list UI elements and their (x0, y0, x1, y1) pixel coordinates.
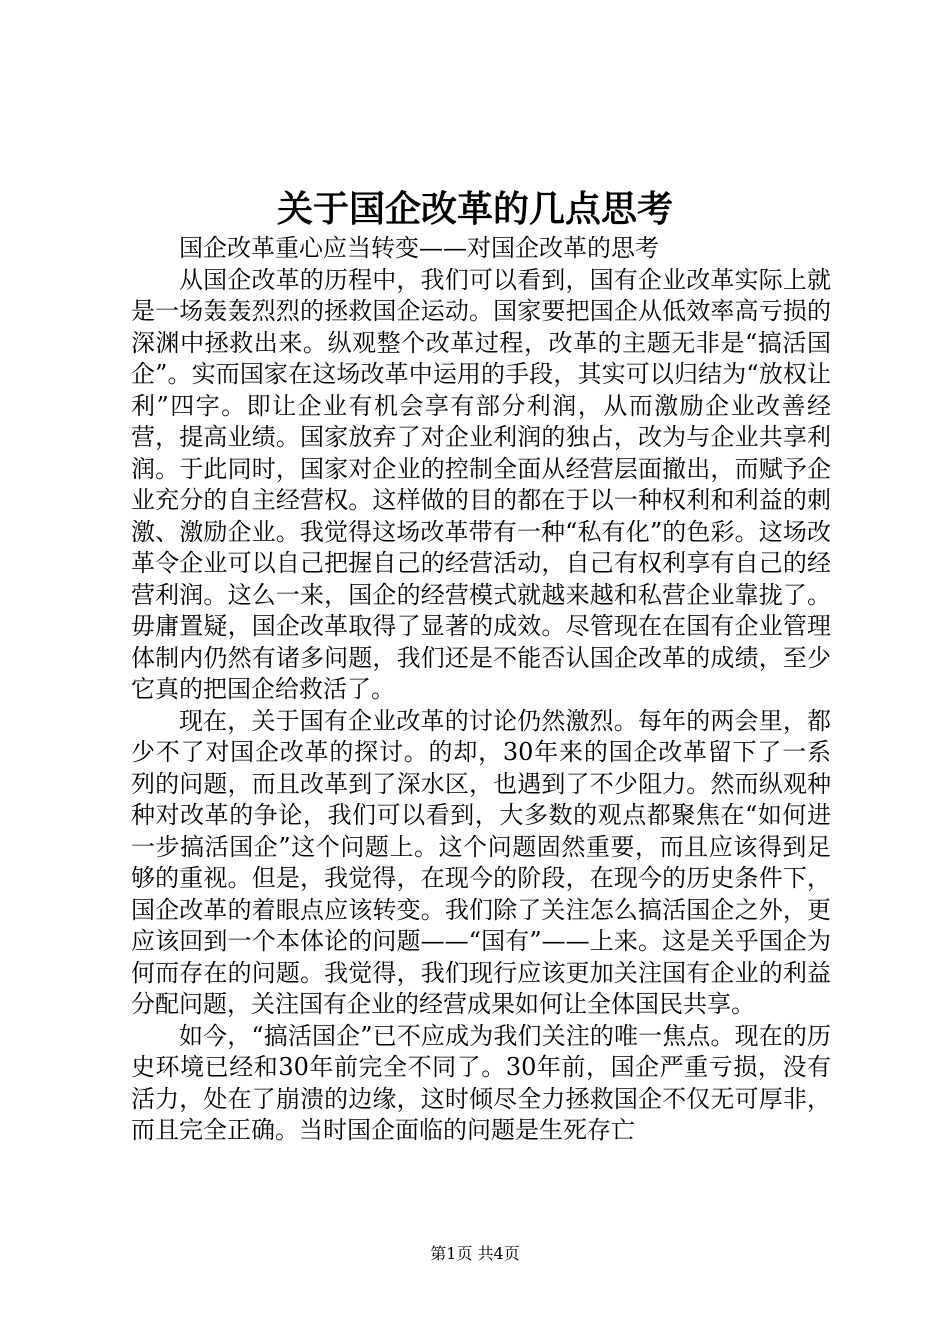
body-paragraph: 现在，关于国有企业改革的讨论仍然激烈。每年的两会里，都少不了对国企改革的探讨。的却，30年来的国企改革留下了一系列的问题，而且改革到了深水区，也遇到了不少阻力。然而纵观种种对改革的争论，我们可以看到，大多数的观点都聚焦在“如何进一步搞活国企”这个问题上。这个问题固然重要，而且应该得到足够的重视。但是，我觉得，在现今的阶段，在现今的历史条件下，国企改革的着眼点应该转变。我们除了关注怎么搞活国企之外，更应该回到一个本体论的问题——“国有”——上来。这是关乎国企为何而存在的问题。我觉得，我们现行应该更加关注国有企业的利益分配问题，关注国有企业的经营成果如何让全体国民共享。 (131, 706, 831, 1018)
body-paragraph: 从国企改革的历程中，我们可以看到，国有企业改革实际上就是一场轰轰烈烈的拯救国企运动。国家要把国企从低效率高亏损的深渊中拯救出来。纵观整个改革过程，改革的主题无非是“搞活国企”。实而国家在这场改革中运用的手段，其实可以归结为“放权让利”四字。即让企业有机会享有部分利润，从而激励企业改善经营，提高业绩。国家放弃了对企业利润的独占，改为与企业共享利润。于此同时，国家对企业的控制全面从经营层面撤出，而赋予企业充分的自主经营权。这样做的目的都在于以一种权利和利益的刺激、激励企业。我觉得这场改革带有一种“私有化”的色彩。这场改革令企业可以自己把握自己的经营活动，自己有权利享有自己的经营利润。这么一来，国企的经营模式就越来越和私营企业靠拢了。毋庸置疑，国企改革取得了显著的成效。尽管现在在国有企业管理体制内仍然有诸多问题，我们还是不能否认国企改革的成绩，至少它真的把国企给救活了。 (131, 265, 831, 703)
document-body (131, 233, 831, 1147)
body-paragraph: 如今，“搞活国企”已不应成为我们关注的唯一焦点。现在的历史环境已经和30年前完全不同了。30年前，国企严重亏损，没有活力，处在了崩溃的边缘，这时倾尽全力拯救国企不仅无可厚非，而且完全正确。当时国企面临的问题是生死存亡 (131, 1021, 831, 1144)
document-title: 关于国企改革的几点思考 (276, 188, 673, 230)
subtitle-paragraph: 国企改革重心应当转变——对国企改革的思考 (179, 234, 659, 262)
page-number-footer: 第1页 共4页 (430, 1244, 520, 1263)
